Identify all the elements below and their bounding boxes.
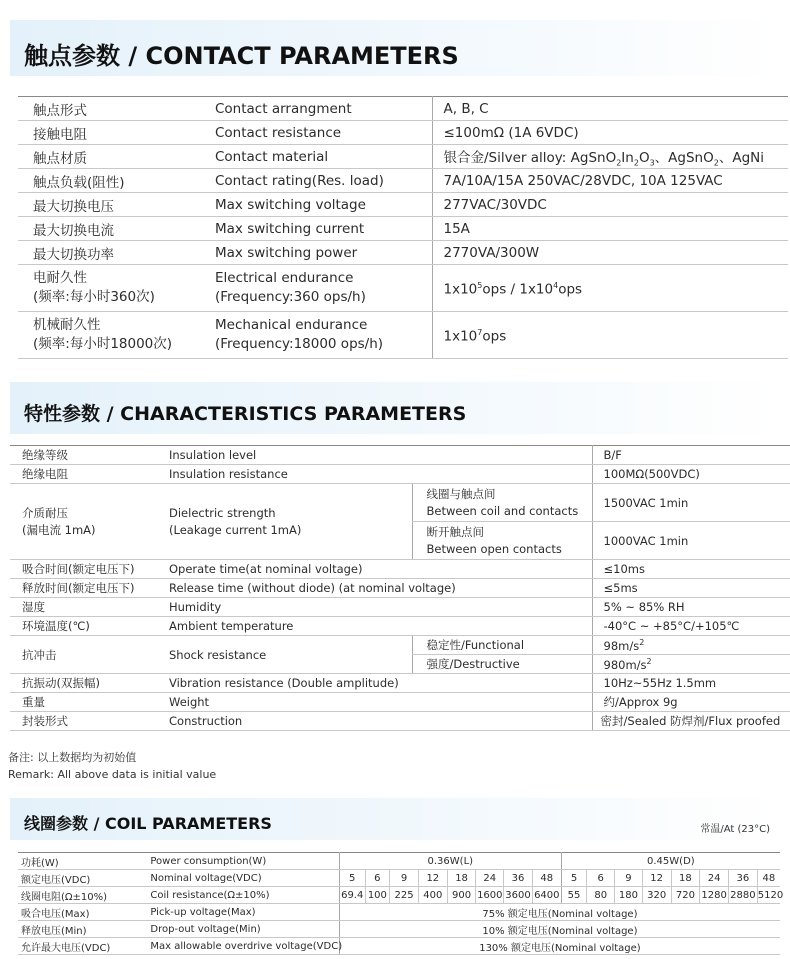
param-cn: 封装形式 [10,712,157,731]
param-en: Max switching power [200,241,432,265]
param-value: ≤10ms [592,560,790,579]
param-en: Max switching voltage [200,193,432,217]
table-row [10,484,790,522]
coil-ambient-note: 常温/At (23°C) [700,824,770,835]
coil-param-cn: 线圈电阻(Ω±10%) [18,887,147,904]
param-cn: 最大切换电流 [18,217,200,241]
param-cn: 机械耐久性 (频率:每小时18000次) [18,312,200,359]
table-row [18,169,788,193]
voltage-cell: 5 [339,870,365,887]
resistance-cell: 80 [587,887,615,904]
contact-section-header [10,20,780,76]
table-row [18,887,780,904]
param-cn: 触点负载(阻性) [18,169,200,193]
param-cn: 介质耐压 (漏电流 1mA) [10,484,157,560]
characteristics-section-header [10,382,780,434]
param-cn: 抗冲击 [10,636,157,674]
param-cn: 电耐久性 (频率:每小时360次) [18,265,200,312]
coil-param-value: 130% 额定电压(Nominal voltage) [339,938,780,955]
param-cn: 吸合时间(额定电压下) [10,560,157,579]
resistance-cell: 6400 [532,887,561,904]
param-sub: 强度/Destructive [412,655,592,674]
table-row [18,145,788,169]
voltage-cell: 36 [729,870,758,887]
param-en: Insulation resistance [157,465,592,484]
param-value: A, B, C [432,97,788,121]
param-sub: 稳定性/Functional [412,636,592,655]
voltage-cell: 48 [532,870,561,887]
table-row [10,674,790,693]
resistance-cell: 2880 [729,887,758,904]
param-sub: 线圈与触点间 Between coil and contacts [412,484,592,522]
coil-param-en: Coil resistance(Ω±10%) [147,887,339,904]
param-cn: 释放时间(额定电压下) [10,579,157,598]
table-row [18,97,788,121]
param-en: Contact material [200,145,432,169]
param-en: Insulation level [157,446,592,465]
voltage-cell: 12 [642,870,671,887]
table-row [10,560,790,579]
param-en: Mechanical endurance (Frequency:18000 ops/h) [200,312,432,359]
param-cn: 抗振动(双振幅) [10,674,157,693]
resistance-cell: 180 [615,887,643,904]
resistance-cell: 55 [561,887,587,904]
resistance-cell: 100 [365,887,390,904]
param-value: ≤5ms [592,579,790,598]
remark-cn: 备注: 以上数据均为初始值 [8,751,137,764]
param-value: ≤100mΩ (1A 6VDC) [432,121,788,145]
table-row [10,617,790,636]
param-cn: 触点形式 [18,97,200,121]
param-en: Construction [157,712,592,731]
voltage-cell: 6 [365,870,390,887]
coil-param-en: Power consumption(W) [147,853,339,870]
param-en: Shock resistance [157,636,412,674]
coil-param-en: Max allowable overdrive voltage(VDC) [147,938,339,955]
coil-section-title: 线圈参数 / COIL PARAMETERS [24,814,272,833]
table-row [18,193,788,217]
remark-en: Remark: All above data is initial value [8,768,217,781]
table-row [10,598,790,617]
param-value: 7A/10A/15A 250VAC/28VDC, 10A 125VAC [432,169,788,193]
param-value: -40°C ~ +85°C/+105℃ [592,617,790,636]
table-row [10,712,790,731]
table-row [18,904,780,921]
voltage-cell: 48 [757,870,780,887]
param-value: 1500VAC 1min [592,484,790,522]
param-cn: 绝缘电阻 [10,465,157,484]
param-cn: 湿度 [10,598,157,617]
param-en: Vibration resistance (Double amplitude) [157,674,592,693]
voltage-cell: 9 [390,870,419,887]
coil-param-cn: 功耗(W) [18,853,147,870]
param-cn: 重量 [10,693,157,712]
coil-param-cn: 释放电压(Min) [18,921,147,938]
remark-note [8,749,216,783]
table-row [10,636,790,655]
param-en: Weight [157,693,592,712]
resistance-cell: 225 [390,887,419,904]
param-value: 5% ~ 85% RH [592,598,790,617]
param-value: 1000VAC 1min [592,522,790,560]
param-value: 密封/Sealed 防焊剂/Flux proofed [592,712,790,731]
param-value: 15A [432,217,788,241]
param-en: Ambient temperature [157,617,592,636]
resistance-cell: 5120 [757,887,780,904]
contact-parameters-table [18,96,788,359]
characteristics-table [10,445,790,731]
coil-param-value: 10% 额定电压(Nominal voltage) [339,921,780,938]
coil-param-en: Pick-up voltage(Max) [147,904,339,921]
coil-param-cn: 允许最大电压(VDC) [18,938,147,955]
table-row [10,579,790,598]
power-high: 0.45W(D) [561,853,780,870]
voltage-cell: 9 [615,870,643,887]
table-row [18,921,780,938]
resistance-cell: 1280 [700,887,729,904]
power-low: 0.36W(L) [339,853,561,870]
resistance-cell: 1600 [476,887,504,904]
param-value: 银合金/Silver alloy: $AgSnO_2In_2O_3$、AgSnO$_2$、AgNi [432,145,788,169]
contact-section-title: 触点参数 / CONTACT PARAMETERS [24,42,459,70]
table-row [18,241,788,265]
param-en: Humidity [157,598,592,617]
characteristics-section-title: 特性参数 / CHARACTERISTICS PARAMETERS [24,403,467,425]
param-value: $1x10^5ops / 1x10^4ops$ [432,265,788,312]
param-en: Release time (without diode) (at nominal voltage) [157,579,592,598]
param-cn: 最大切换电压 [18,193,200,217]
resistance-cell: 69.4 [339,887,365,904]
param-value: $98m/s^2$ [592,636,790,655]
voltage-cell: 12 [418,870,447,887]
param-en: Electrical endurance (Frequency:360 ops/h) [200,265,432,312]
param-sub: 断开触点间 Between open contacts [412,522,592,560]
voltage-cell: 24 [476,870,504,887]
coil-param-value: 75% 额定电压(Nominal voltage) [339,904,780,921]
param-en: Max switching current [200,217,432,241]
param-en: Dielectric strength (Leakage current 1mA) [157,484,412,560]
table-row [18,121,788,145]
coil-param-en: Drop-out voltage(Min) [147,921,339,938]
resistance-cell: 720 [671,887,700,904]
coil-param-en: Nominal voltage(VDC) [147,870,339,887]
coil-section-header [10,798,780,840]
param-value: 277VAC/30VDC [432,193,788,217]
param-value: $980m/s^2$ [592,655,790,674]
voltage-cell: 18 [671,870,700,887]
table-row [10,446,790,465]
voltage-cell: 24 [700,870,729,887]
param-cn: 绝缘等级 [10,446,157,465]
table-row [18,265,788,312]
param-cn: 最大切换功率 [18,241,200,265]
table-row [18,853,780,870]
resistance-cell: 3600 [504,887,533,904]
param-en: Contact resistance [200,121,432,145]
coil-param-cn: 吸合电压(Max) [18,904,147,921]
voltage-cell: 5 [561,870,587,887]
table-row [18,938,780,955]
table-row [18,870,780,887]
param-cn: 环境温度(℃) [10,617,157,636]
param-en: Contact rating(Res. load) [200,169,432,193]
param-value: 2770VA/300W [432,241,788,265]
param-value: B/F [592,446,790,465]
param-cn: 接触电阻 [18,121,200,145]
param-value: $1x10^7ops$ [432,312,788,359]
param-en: Operate time(at nominal voltage) [157,560,592,579]
table-row [18,312,788,359]
resistance-cell: 400 [418,887,447,904]
resistance-cell: 320 [642,887,671,904]
table-row [10,693,790,712]
param-value: 约/Approx 9g [592,693,790,712]
table-row [18,217,788,241]
table-row [10,465,790,484]
param-en: Contact arrangment [200,97,432,121]
coil-param-cn: 额定电压(VDC) [18,870,147,887]
param-cn: 触点材质 [18,145,200,169]
voltage-cell: 6 [587,870,615,887]
param-value: 10Hz~55Hz 1.5mm [592,674,790,693]
resistance-cell: 900 [447,887,476,904]
voltage-cell: 36 [504,870,533,887]
param-value: 100MΩ(500VDC) [592,465,790,484]
voltage-cell: 18 [447,870,476,887]
coil-parameters-table [18,852,784,955]
